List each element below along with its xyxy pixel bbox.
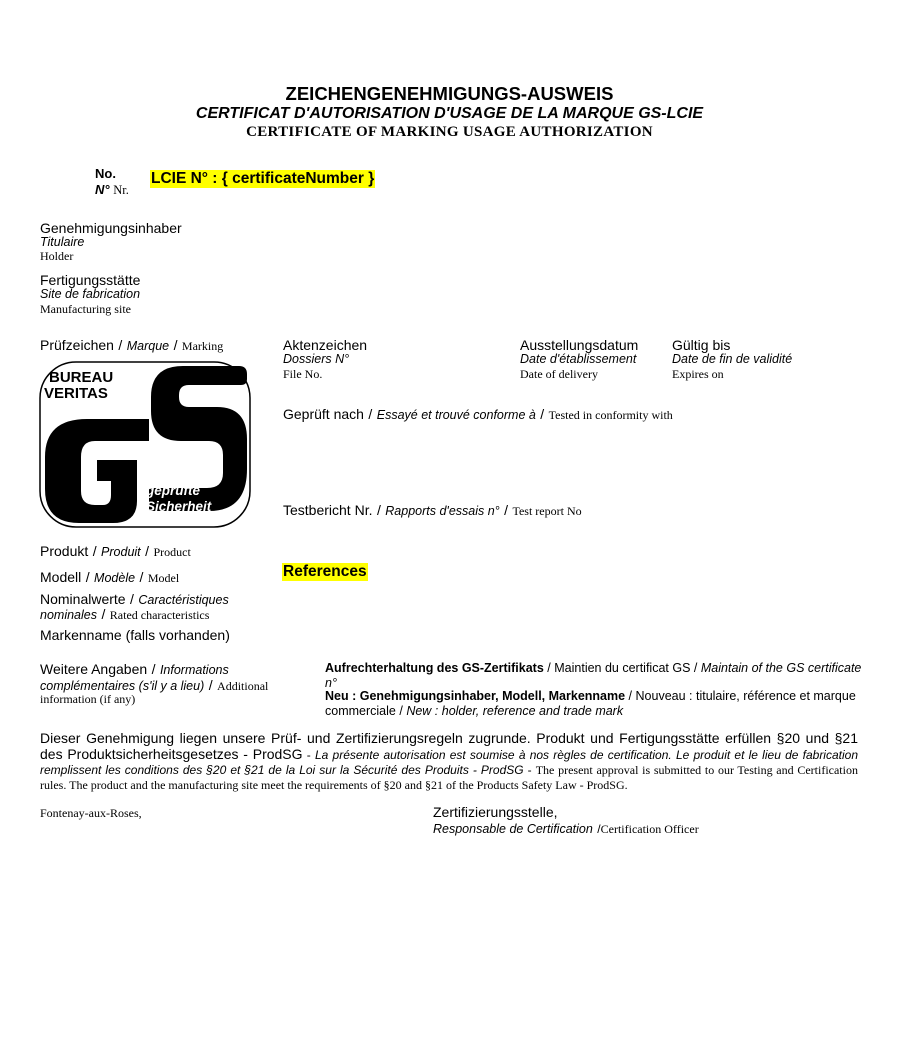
issue-date-label-de: Ausstellungsdatum bbox=[520, 337, 639, 353]
site-label-de: Fertigungsstätte bbox=[40, 272, 141, 288]
report-label: Testbericht Nr. / Rapports d'essais n° / Test report No bbox=[283, 502, 582, 518]
title-french: CERTIFICAT D'AUTORISATION D'USAGE DE LA MARQUE GS-LCIE bbox=[195, 105, 704, 122]
valid-label-fr: Date de fin de validité bbox=[672, 352, 793, 366]
valid-label-de: Gültig bis bbox=[672, 337, 731, 353]
model-label: Modell / Modèle / Model bbox=[40, 569, 180, 585]
certification-label-de: Zertifizierungsstelle, bbox=[433, 804, 558, 820]
marking-label: Prüfzeichen / Marque / Marking bbox=[40, 337, 224, 353]
further-label-line3: information (if any) bbox=[40, 692, 136, 706]
tested-label: Geprüft nach / Essayé et trouvé conforme à / Tested in conformity with bbox=[283, 406, 673, 422]
valid-label-en: Expires on bbox=[672, 367, 724, 381]
certification-label-fr-en: Responsable de Certification /Certification Officer bbox=[433, 822, 699, 836]
references-value: References bbox=[283, 563, 367, 580]
title-english: CERTIFICATE OF MARKING USAGE AUTHORIZATION bbox=[246, 124, 653, 140]
further-label-line1: Weitere Angaben / Informations bbox=[40, 661, 229, 677]
trademark-label: Markenname (falls vorhanden) bbox=[40, 627, 230, 643]
certificate-number: LCIE N° : { certificateNumber } bbox=[151, 170, 375, 187]
holder-label-en: Holder bbox=[40, 249, 74, 263]
product-label: Produkt / Produit / Product bbox=[40, 543, 191, 559]
issue-date-label-en: Date of delivery bbox=[520, 367, 598, 381]
further-label-line2: complémentaires (s'il y a lieu) / Additional bbox=[40, 677, 269, 693]
issue-date-label-fr: Date d'établissement bbox=[520, 352, 637, 366]
new-line-1: Neu : Genehmigungsinhaber, Modell, Markenname / Nouveau : titulaire, référence et marque bbox=[325, 689, 856, 703]
ratings-label-line1: Nominalwerte / Caractéristiques bbox=[40, 591, 229, 607]
file-label-fr: Dossiers N° bbox=[283, 352, 350, 366]
site-label-en: Manufacturing site bbox=[40, 302, 131, 316]
holder-label-de: Genehmigungsinhaber bbox=[40, 220, 182, 236]
number-label-de: No. bbox=[95, 166, 116, 181]
ratings-label-line2: nominales / Rated characteristics bbox=[40, 606, 210, 622]
approval-paragraph: Dieser Genehmigung liegen unsere Prüf- und Zertifizierungsregeln zugrunde. Produkt und Fertigungsstätte erfüllen §20 und §21 des Produktsicherheitsgesetzes - ProdSG - La présente autorisation est soumise à nos règles de certification. Le produit et le lieu de fabrication remplissent les conditions des §20 et §21 de la Loi sur la Sécurité des Produits - ProdSG - The present approval is submitted to our Testing and Certification rules. The product and the manufacturing site meet the requirements of §20 and §21 of the Products Safety Law - ProdSG. bbox=[40, 730, 858, 792]
site-label-fr: Site de fabrication bbox=[40, 287, 141, 301]
file-label-de: Aktenzeichen bbox=[283, 337, 368, 353]
number-label-fr-en: N° Nr. bbox=[95, 182, 129, 197]
maintain-line: Aufrechterhaltung des GS-Zertifikats / Maintien du certificat GS / Maintain of the GS certificate bbox=[325, 661, 862, 675]
title-german: ZEICHENGENEHMIGUNGS-AUSWEIS bbox=[285, 83, 614, 104]
logo-text-sicherheit: Sicherheit bbox=[146, 499, 212, 514]
logo-text-gepruefte: geprüfte bbox=[146, 483, 200, 498]
place: Fontenay-aux-Roses, bbox=[40, 806, 142, 820]
gs-bureau-veritas-logo bbox=[39, 361, 251, 528]
file-label-en: File No. bbox=[283, 367, 323, 381]
maintain-line-2: n° bbox=[325, 676, 337, 690]
holder-label-fr: Titulaire bbox=[40, 235, 85, 249]
logo-text-bureau: BUREAU bbox=[49, 369, 114, 386]
logo-text-veritas: VERITAS bbox=[44, 385, 108, 402]
new-line-2: commerciale / New : holder, reference and trade mark bbox=[325, 704, 624, 718]
